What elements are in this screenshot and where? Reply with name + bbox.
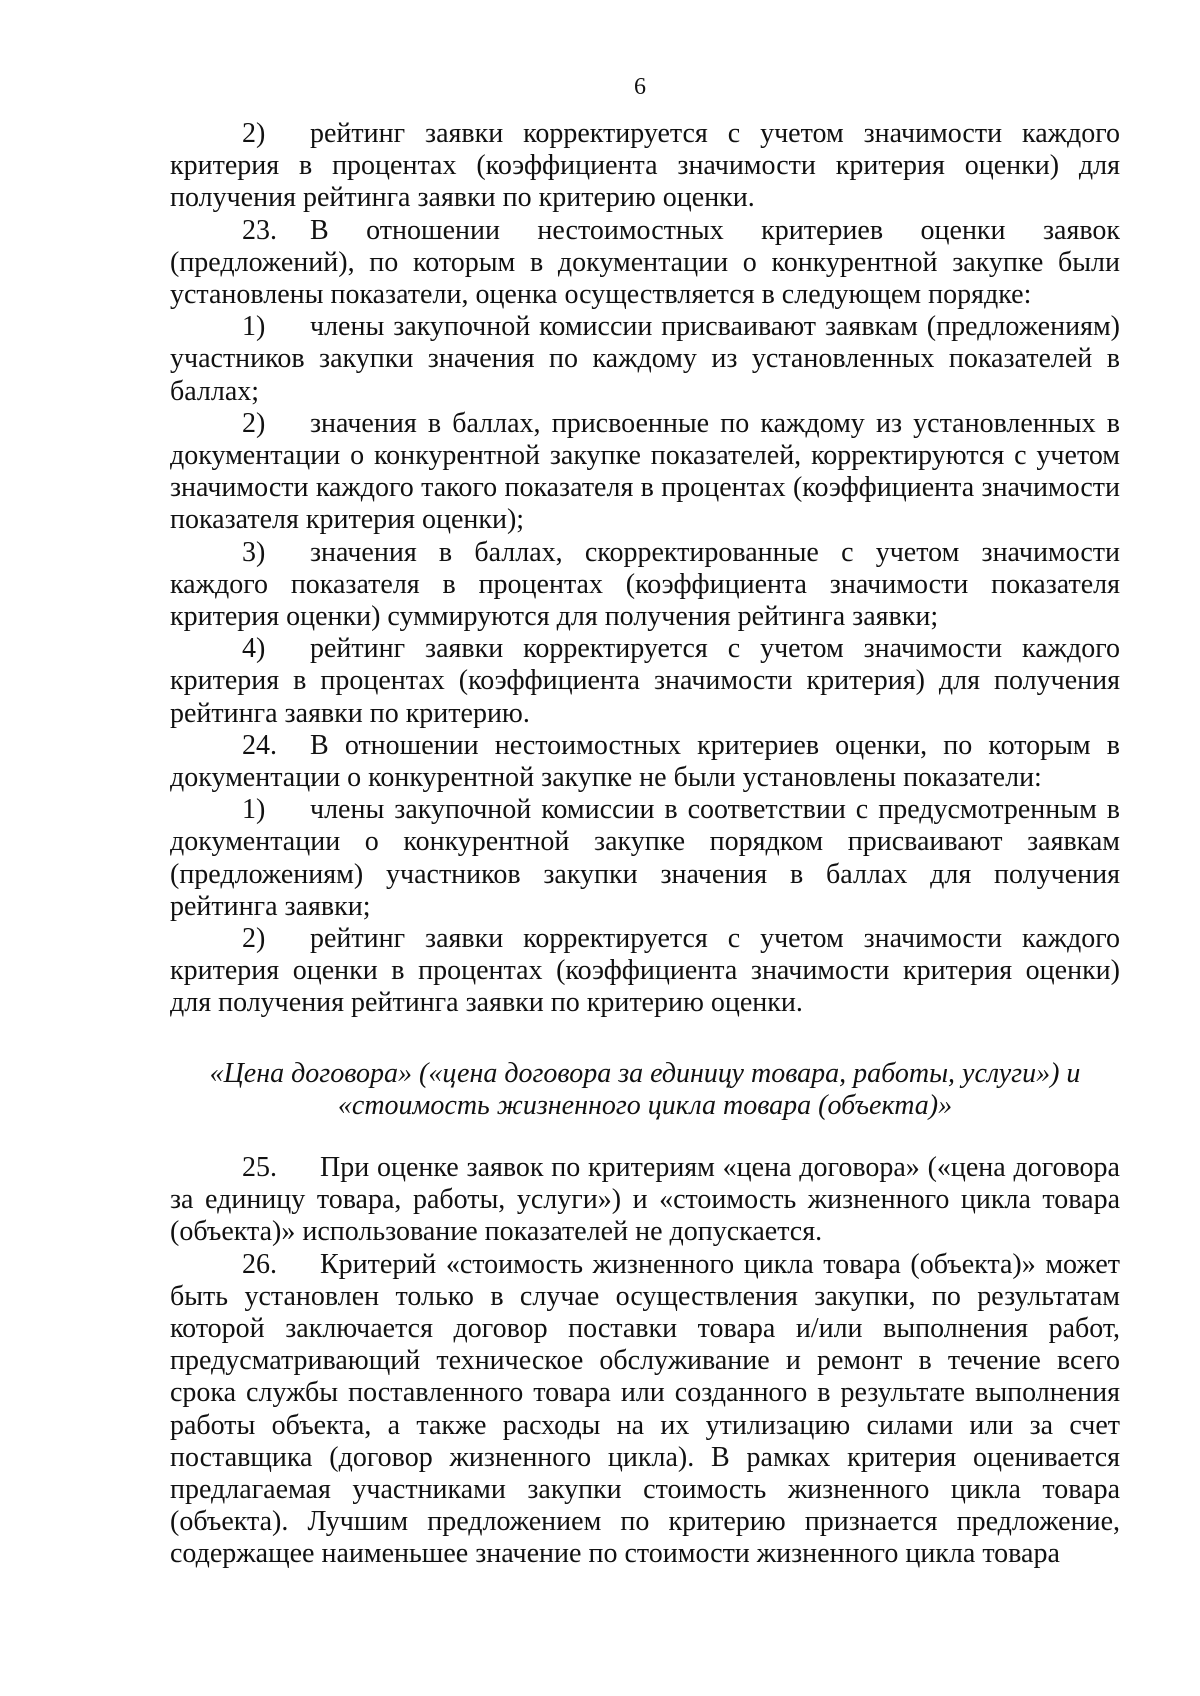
paragraph-clause-24-item-2 bbox=[170, 923, 1120, 1020]
item-number: 2) bbox=[242, 118, 266, 149]
item-number: 2) bbox=[242, 407, 266, 439]
paragraph-text: При оценке заявок по критериям «цена договора» («цена договора за единицу товара, работы, услуги») и «стоимость жизненного цикла товара (объекта)» использование показателей не допускается. bbox=[170, 1152, 1120, 1248]
section-heading-line-1: «Цена договора» («цена договора за единицу товара, работы, услуги») и bbox=[209, 1058, 1081, 1089]
clause-number: 23. bbox=[242, 214, 277, 246]
paragraph-clause-23-item-1 bbox=[170, 311, 1120, 408]
section-heading-line-2: «стоимость жизненного цикла товара (объекта)» bbox=[337, 1090, 953, 1122]
paragraph-text: рейтинг заявки корректируется с учетом значимости каждого критерия в процентах (коэффициента значимости критерия) для получения рейтинга заявки по критерию. bbox=[170, 633, 1120, 729]
paragraph-clause-23-item-2 bbox=[170, 408, 1120, 537]
paragraph-item-2-rating bbox=[170, 118, 1120, 215]
paragraph-clause-24 bbox=[170, 730, 1120, 794]
paragraph-text: значения в баллах, скорректированные с учетом значимости каждого показателя в процентах (коэффициента значимости показателя критерия оценки) суммируются для получения рейтинга заявки; bbox=[170, 536, 1120, 633]
paragraph-text: В отношении нестоимостных критериев оценки, по которым в документации о конкурентной закупке не были установлены показатели: bbox=[170, 729, 1120, 794]
paragraph-clause-25 bbox=[170, 1152, 1120, 1249]
body-text-block-2 bbox=[170, 1152, 1120, 1571]
item-number: 2) bbox=[242, 923, 266, 955]
paragraph-clause-23-item-4 bbox=[170, 633, 1120, 730]
paragraph-text: значения в баллах, присвоенные по каждому из установленных в документации о конкурентной закупке показателей, корректируются с учетом значимости каждого такого показателя в процентах (коэффициента значимости показателя критерия оценки); bbox=[170, 407, 1120, 536]
item-number: 3) bbox=[242, 536, 266, 568]
section-heading bbox=[170, 1058, 1120, 1122]
item-number: 1) bbox=[242, 794, 266, 826]
item-number: 4) bbox=[242, 633, 266, 665]
clause-number: 25. bbox=[242, 1152, 277, 1183]
page-number: 6 bbox=[634, 74, 646, 100]
clause-number: 26. bbox=[242, 1248, 277, 1280]
paragraph-clause-23 bbox=[170, 215, 1120, 312]
paragraph-clause-24-item-1 bbox=[170, 794, 1120, 923]
item-number: 1) bbox=[242, 311, 266, 343]
paragraph-clause-26 bbox=[170, 1249, 1120, 1571]
paragraph-text: рейтинг заявки корректируется с учетом значимости каждого критерия оценки в процентах (коэффициента значимости критерия оценки) для получения рейтинга заявки по критерию оценки. bbox=[170, 923, 1120, 1019]
body-text-block-1 bbox=[170, 118, 1120, 1020]
paragraph-text: члены закупочной комиссии в соответствии с предусмотренным в документации о конкурентной закупке порядком присваивают заявкам (предложениям) участников закупки значения в баллах для получения рейтинга заявки; bbox=[170, 794, 1120, 922]
paragraph-text: В отношении нестоимостных критериев оценки заявок (предложений), по которым в документации о конкурентной закупке были установлены показатели, оценка осуществляется в следующем порядке: bbox=[170, 214, 1120, 311]
paragraph-text: рейтинг заявки корректируется с учетом значимости каждого критерия в процентах (коэффициента значимости критерия оценки) для получения рейтинга заявки по критерию оценки. bbox=[170, 118, 1120, 214]
paragraph-text: члены закупочной комиссии присваивают заявкам (предложениям) участников закупки значения по каждому из установленных показателей в баллах; bbox=[170, 311, 1120, 407]
clause-number: 24. bbox=[242, 729, 277, 761]
paragraph-text: Критерий «стоимость жизненного цикла товара (объекта)» может быть установлен только в случае осуществления закупки, по результатам которой заключается договор поставки товара и/или выполнения работ, предусматривающий техническое обслуживание и ремонт в течение всего срока службы поставленного товара или созданного в результате выполнения работы объекта, а также расходы на их утилизацию силами или за счет поставщика (договор жизненного цикла). В рамках критерия оценивается предлагаемая участниками закупки стоимость жизненного цикла товара (объекта). Лучшим предложением по критерию признается предложение, содержащее наименьшее значение по стоимости жизненного цикла товара bbox=[170, 1248, 1120, 1570]
paragraph-clause-23-item-3 bbox=[170, 537, 1120, 634]
